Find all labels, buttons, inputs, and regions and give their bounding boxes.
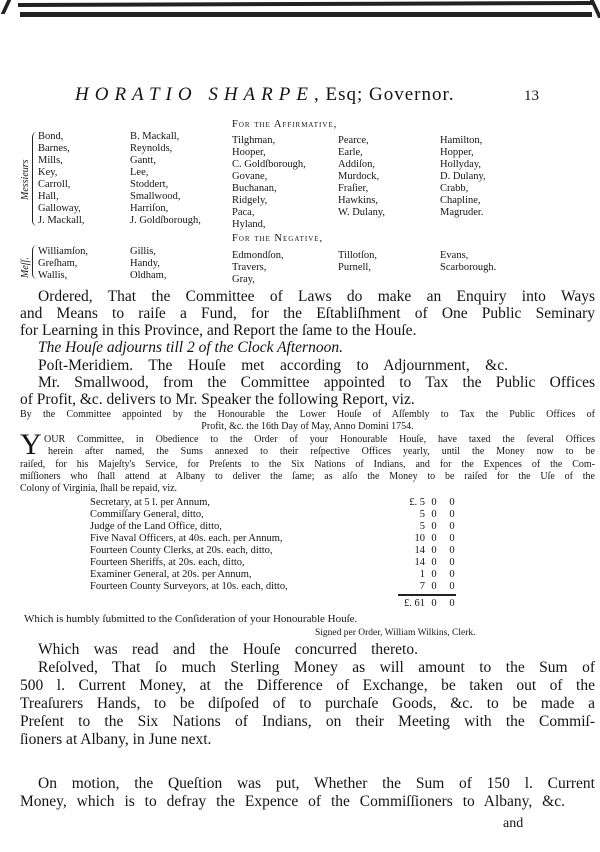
member-name: Tilghman,: [232, 135, 276, 146]
affirmative-side-label: Messieurs: [20, 159, 31, 200]
vote-column: [38, 131, 84, 227]
member-name: Hawkins,: [338, 195, 378, 206]
amount-d: 0: [449, 497, 455, 508]
amount-s: 0: [431, 497, 437, 508]
amount-d: 0: [449, 509, 455, 520]
member-name: Gantt,: [130, 155, 156, 166]
total-rule: [398, 594, 456, 596]
negative-side-label: Meſſ.: [20, 257, 31, 278]
body-line: ſioners at Albany, in June next.: [20, 731, 212, 748]
member-name: Fraſier,: [338, 183, 369, 194]
member-name: Mills,: [38, 155, 63, 166]
member-name: Murdock,: [338, 171, 380, 182]
member-name: Bond,: [38, 131, 64, 142]
negative-heading: For the Negative,: [232, 233, 324, 244]
member-name: D. Dulany,: [440, 171, 486, 182]
total-pounds: £. 61: [404, 598, 425, 609]
member-name: Paca,: [232, 207, 255, 218]
member-name: Hooper,: [232, 147, 266, 158]
body-line: The Houſe adjourns till 2 of the Clock Afternoon.: [38, 339, 343, 356]
report-title: Profit, &c. the 16th Day of May, Anno Domini 1754.: [201, 421, 414, 432]
body-line: and Means to raiſe a Fund, for the Eſtabliſhment of One Public Seminary: [20, 305, 595, 322]
vote-column: [440, 250, 496, 274]
amount-s: 0: [431, 533, 437, 544]
submitted-line: Which is humbly ſubmitted to the Conſideration of your Honourable Houſe.: [24, 613, 358, 625]
report-line: OUR Committee, in Obedience to the Order of your Honourable Houſe, have taxed the ſeveral Offices: [44, 434, 595, 445]
amount-d: 0: [449, 581, 455, 592]
member-name: Hamilton,: [440, 135, 483, 146]
total-shillings: 0: [431, 598, 437, 609]
amount-d: 0: [449, 557, 455, 568]
member-name: J. Mackall,: [38, 215, 85, 226]
tax-amount: [395, 545, 465, 557]
member-name: Oldham,: [130, 270, 167, 281]
member-name: Handy,: [130, 258, 160, 269]
member-name: J. Goldſborough,: [130, 215, 201, 226]
member-name: Galloway,: [38, 203, 81, 214]
amount-s: 0: [431, 521, 437, 532]
member-name: Scarborough.: [440, 262, 497, 273]
vote-column: [232, 250, 284, 286]
body-line: 500 l. Current Money, at the Difference of Exchange, be taken out of the: [20, 677, 595, 694]
report-line: miſſioners who ſhall attend at Albany to deliver the ſame; as alſo the Money to be raiſed for the Uſe of the: [20, 471, 595, 482]
body-line: On motion, the Queſtion was put, Whether the Sum of 150 l. Current: [38, 775, 595, 792]
member-name: Gray,: [232, 274, 255, 285]
total-pence: 0: [449, 598, 455, 609]
body-line: Ordered, That the Committee of Laws do make an Enquiry into Ways: [38, 288, 595, 305]
affirmative-brace: [32, 132, 37, 226]
member-name: Barnes,: [38, 143, 70, 154]
member-name: Lee,: [130, 167, 149, 178]
amount-pounds: 5: [419, 521, 425, 532]
member-name: Magruder.: [440, 207, 484, 218]
report-line: Colony of Virginia, ſhall be repaid, viz.: [20, 483, 178, 494]
body-line: Which was read and the Houſe concurred thereto.: [38, 641, 418, 658]
member-name: Earle,: [338, 147, 363, 158]
body-line: Mr. Smallwood, from the Committee appointed to Tax the Public Offices: [38, 374, 595, 391]
tax-item: Judge of the Land Office, ditto,: [90, 521, 222, 532]
member-name: Tillotſon,: [338, 250, 378, 261]
amount-s: 0: [431, 569, 437, 580]
tax-total: [395, 598, 465, 610]
amount-s: 0: [431, 581, 437, 592]
body-line: of Profit, &c. delivers to Mr. Speaker the following Report, viz.: [20, 391, 415, 408]
member-name: C. Goldſborough,: [232, 159, 306, 170]
amount-d: 0: [449, 533, 455, 544]
tax-amount: [395, 521, 465, 533]
body-line: Reſolved, That ſo much Sterling Money as will amount to the Sum of: [38, 659, 595, 676]
amount-pounds: 14: [414, 557, 425, 568]
tax-amount: [395, 509, 465, 521]
member-name: B. Mackall,: [130, 131, 180, 142]
running-header: [75, 84, 455, 106]
member-name: Chapline,: [440, 195, 481, 206]
tax-item: Fourteen County Surveyors, at 10s. each, ditto,: [90, 581, 288, 592]
vote-column: [338, 250, 377, 274]
member-name: Harriſon,: [130, 203, 169, 214]
tax-item: Secretary, at 5 l. per Annum,: [90, 497, 211, 508]
report-title: By the Committee appointed by the Honourable the Lower Houſe of Aſſembly to Tax the Public Offices of: [20, 409, 595, 420]
tax-item: Examiner General, at 20s. per Annum,: [90, 569, 252, 580]
member-name: Purnell,: [338, 262, 371, 273]
page-frame-top-inner: [20, 12, 592, 17]
tax-item: Five Naval Officers, at 40s. each. per Annum,: [90, 533, 283, 544]
tax-amount: [395, 533, 465, 545]
member-name: Buchanan,: [232, 183, 277, 194]
tax-item: Fourteen Sheriffs, at 20s. each, ditto,: [90, 557, 245, 568]
member-name: Hyland,: [232, 219, 266, 230]
member-name: Crabb,: [440, 183, 469, 194]
amount-d: 0: [449, 569, 455, 580]
amount-s: 0: [431, 557, 437, 568]
member-name: Addiſon,: [338, 159, 376, 170]
member-name: Hall,: [38, 191, 59, 202]
catchword: and: [503, 816, 524, 831]
affirmative-heading: For the Affirmative,: [232, 119, 338, 130]
tax-item: Commiſſary General, ditto,: [90, 509, 204, 520]
member-name: Greſham,: [38, 258, 78, 269]
amount-d: 0: [449, 545, 455, 556]
member-name: Ridgely,: [232, 195, 268, 206]
member-name: Williamſon,: [38, 246, 89, 257]
member-name: W. Dulany,: [338, 207, 386, 218]
body-line: Treaſurers Hands, to be diſpoſed of to purchaſe Goods, &c. to be made a: [20, 695, 595, 712]
vote-column: [130, 246, 166, 282]
member-name: Hollyday,: [440, 159, 482, 170]
body-line: for Learning in this Province, and Report the ſame to the Houſe.: [20, 322, 417, 339]
amount-pounds: £. 5: [409, 497, 425, 508]
member-name: Key,: [38, 167, 58, 178]
amount-pounds: 5: [419, 509, 425, 520]
member-name: Edmondſon,: [232, 250, 284, 261]
member-name: Carroll,: [38, 179, 71, 190]
vote-column: [338, 135, 385, 219]
negative-brace: [32, 245, 37, 279]
tax-item: Fourteen County Clerks, at 20s. each, ditto,: [90, 545, 273, 556]
member-name: Stoddert,: [130, 179, 169, 190]
member-name: Smallwood,: [130, 191, 181, 202]
member-name: Evans,: [440, 250, 469, 261]
vote-column: [232, 135, 306, 231]
member-name: Reynolds,: [130, 143, 173, 154]
body-line: Preſent to the Six Nations of Indians, on their Meeting with the Commiſ-: [20, 713, 595, 730]
member-name: Hopper,: [440, 147, 474, 158]
page-frame-top: [18, 1, 594, 7]
member-name: Govane,: [232, 171, 268, 182]
amount-d: 0: [449, 521, 455, 532]
drop-cap: Y: [20, 428, 42, 461]
member-name: Gillis,: [130, 246, 156, 257]
report-line: raiſed, for his Majeſty's Service, for Preſents to the Six Nations of Indians, and for the Expences of the Com-: [20, 459, 595, 470]
amount-pounds: 10: [414, 533, 425, 544]
amount-pounds: 1: [419, 569, 425, 580]
member-name: Pearce,: [338, 135, 369, 146]
amount-s: 0: [431, 545, 437, 556]
member-name: Travers,: [232, 262, 267, 273]
governor-name: HORATIO SHARPE: [75, 84, 314, 105]
body-line: Money, which is to defray the Expence of the Commiſſioners to Albany, &c.: [20, 793, 565, 810]
tax-amount: [395, 497, 465, 509]
page-frame-left: [1, 0, 12, 14]
signature-line: Signed per Order, William Wilkins, Clerk.: [315, 628, 476, 638]
tax-amount: [395, 581, 465, 593]
amount-s: 0: [431, 509, 437, 520]
vote-column: [440, 135, 486, 219]
amount-pounds: 7: [419, 581, 425, 592]
vote-column: [130, 131, 201, 227]
header-rest: , Esq; Governor.: [313, 84, 455, 105]
tax-amount: [395, 569, 465, 581]
body-line: Poſt-Meridiem. The Houſe met according to Adjournment, &c.: [38, 357, 508, 374]
report-line: herein after named, the Sums annexed to their reſpective Offices yearly, until the Money now to be: [48, 446, 595, 457]
member-name: Wallis,: [38, 270, 68, 281]
amount-pounds: 14: [414, 545, 425, 556]
vote-column: [38, 246, 88, 282]
page-number: 13: [524, 88, 539, 104]
tax-amount: [395, 557, 465, 569]
